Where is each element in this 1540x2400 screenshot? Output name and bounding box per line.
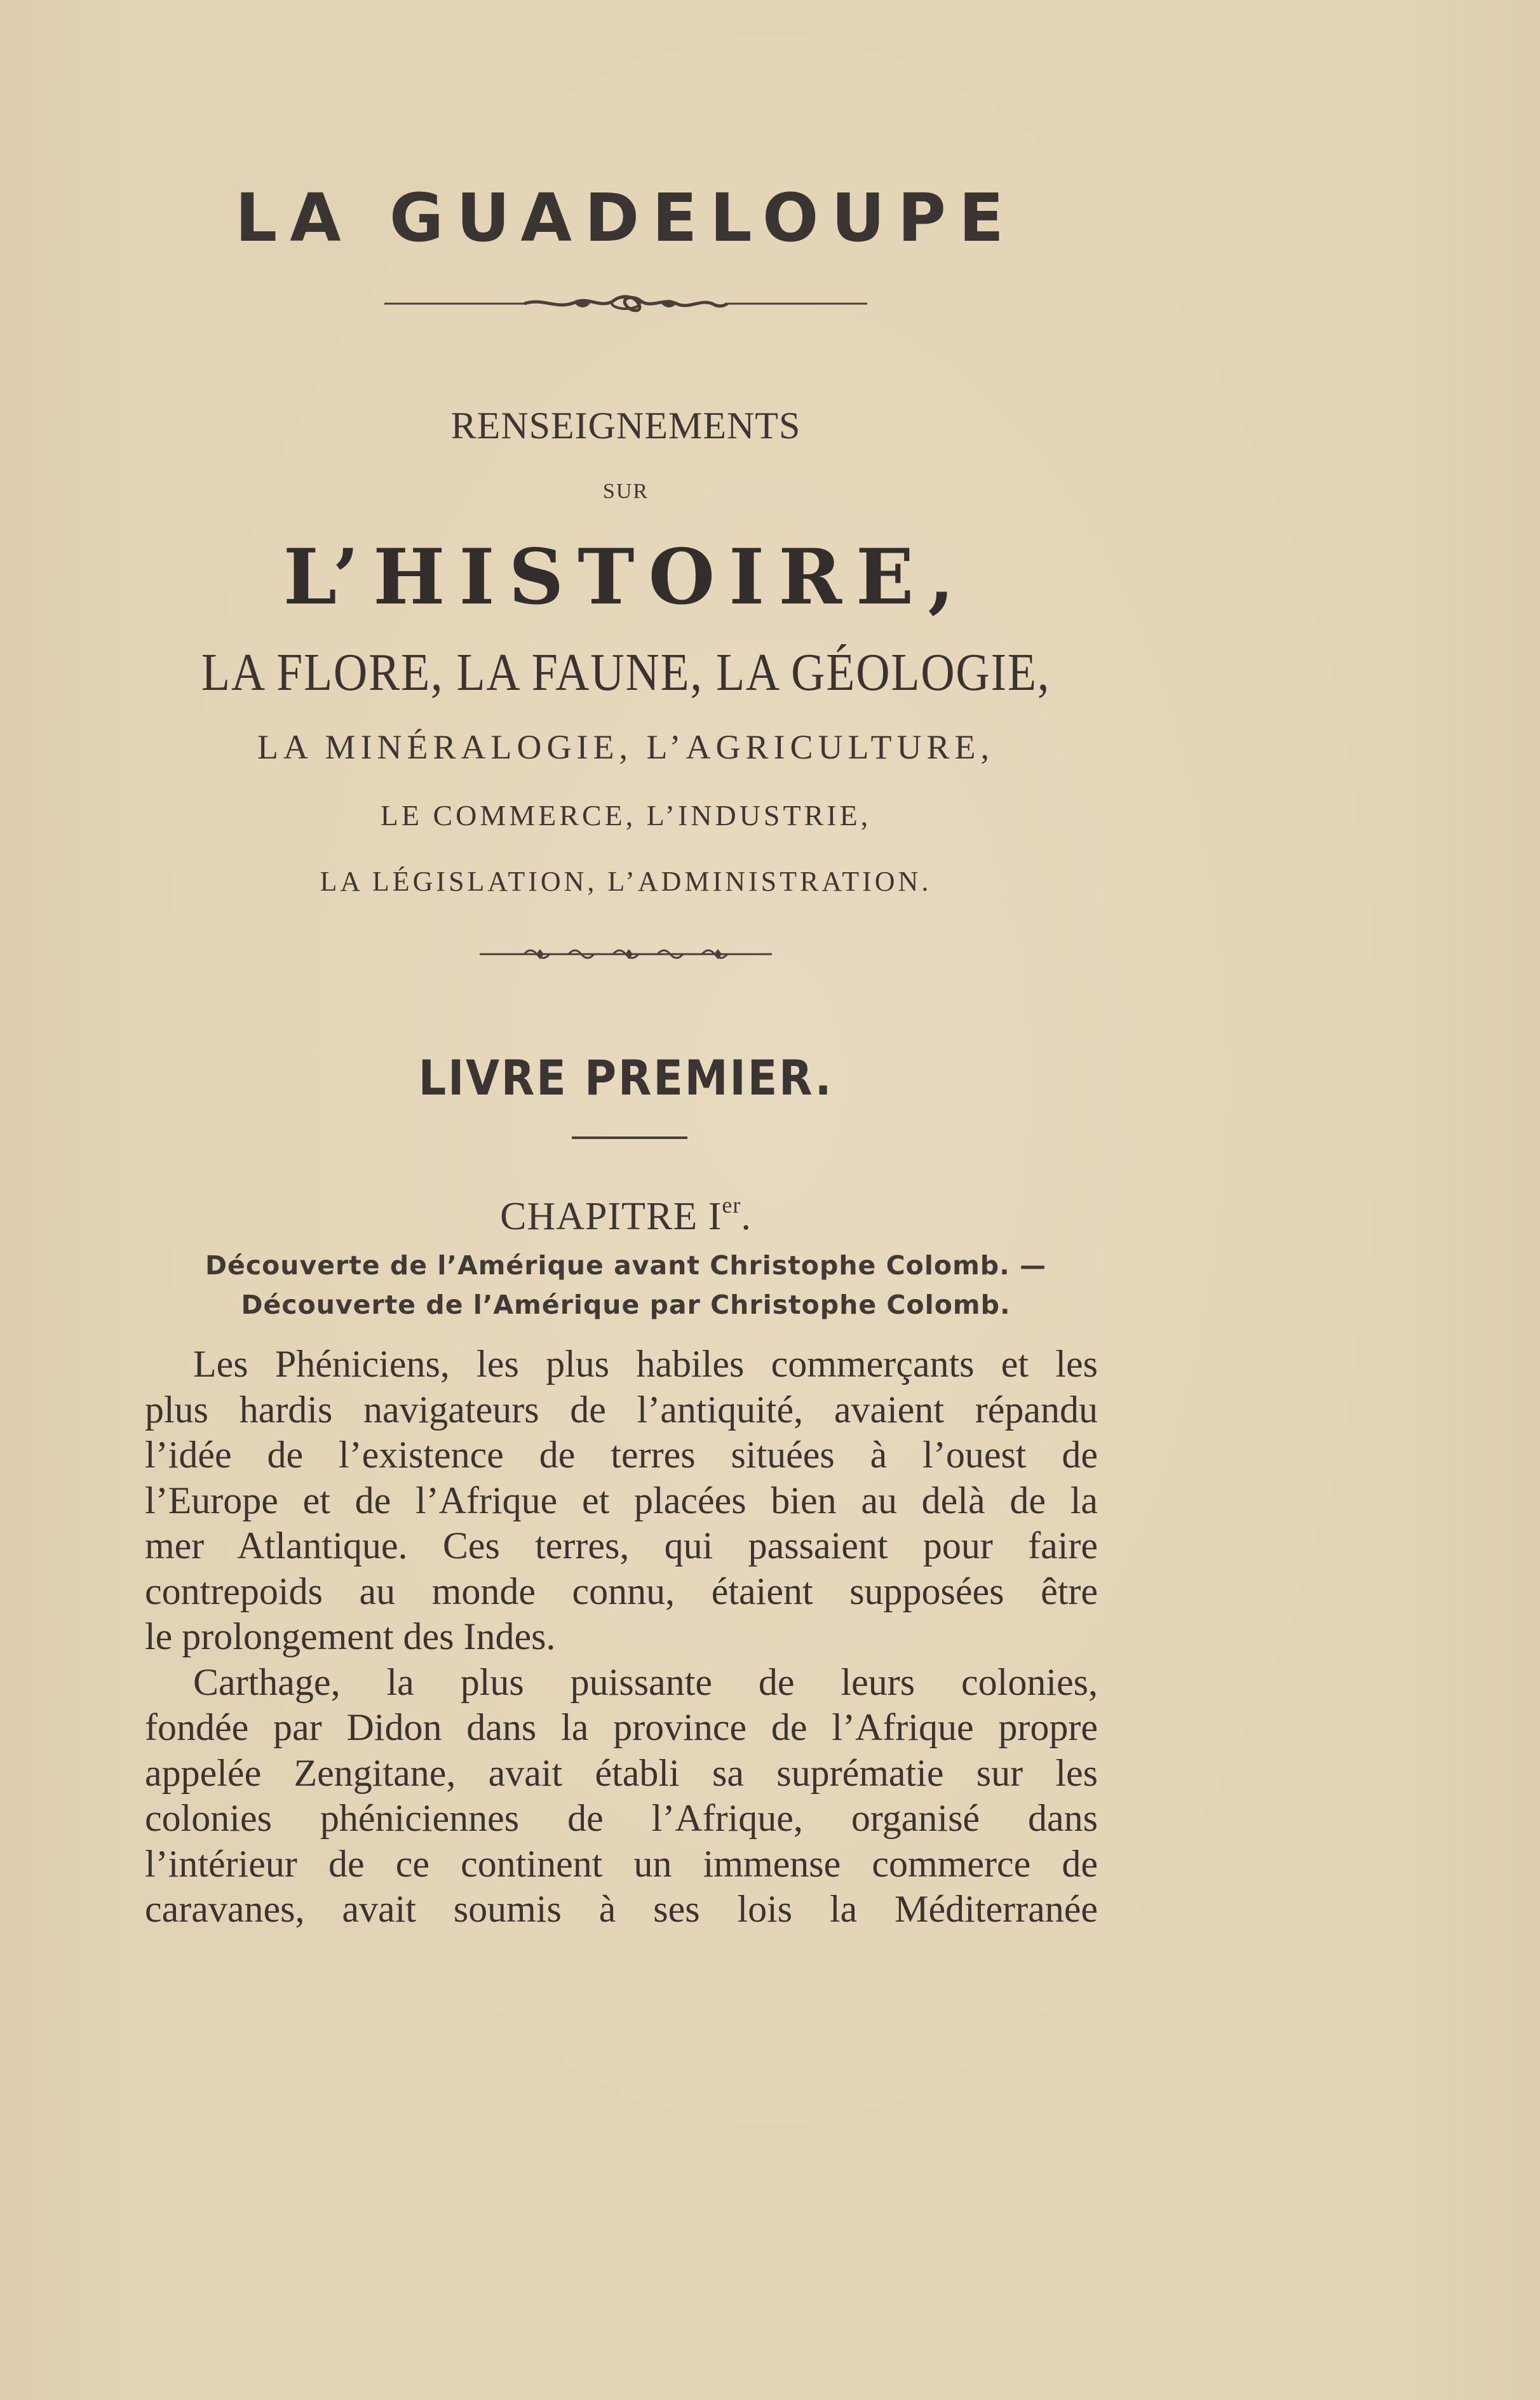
text-line: l’Europe et de l’Afrique et placées bien au delà de la — [145, 1479, 1098, 1521]
flourish-ornament-icon — [384, 291, 867, 316]
chapter-label: CHAPITRE I — [500, 1195, 722, 1238]
chapter-subtitle-2: Découverte de l’Amérique par Christophe Colomb. — [241, 1290, 1011, 1320]
paragraph-1 — [145, 1342, 1098, 1660]
chapter-period: . — [741, 1195, 752, 1238]
text-line: mer Atlantique. Ces terres, qui passaient pour faire — [145, 1525, 1098, 1567]
subtitle-sur: SUR — [602, 480, 649, 503]
text-line: l’intérieur de ce continent un immense commerce de — [145, 1842, 1098, 1885]
section-ornament — [0, 944, 1252, 967]
vine-ornament-icon — [480, 944, 772, 964]
chapter-heading — [0, 1192, 1252, 1239]
text-line: colonies phéniciennes de l’Afrique, organisé dans — [145, 1797, 1098, 1839]
text-line: Carthage, la plus puissante de leurs colonies, — [193, 1661, 1098, 1703]
text-line: caravanes, avait soumis à ses lois la Méditerranée — [145, 1888, 1098, 1930]
chapter-ordinal-suffix: er — [722, 1192, 741, 1218]
text-line: fondée par Didon dans la province de l’Afrique propre — [145, 1706, 1098, 1748]
text-line: le prolongement des Indes. — [145, 1615, 556, 1657]
text-line: Les Phéniciens, les plus habiles commerçants et les — [193, 1343, 1098, 1385]
subtitle-line-4: LA LÉGISLATION, L’ADMINISTRATION. — [320, 866, 932, 897]
subtitle-line-1: LA FLORE, LA FAUNE, LA GÉOLOGIE, — [201, 643, 1051, 702]
title-ornament — [0, 291, 1252, 319]
text-line: contrepoids au monde connu, étaient supposées être — [145, 1570, 1098, 1612]
text-line: appelée Zengitane, avait établi sa suprématie sur les — [145, 1751, 1098, 1794]
text-line: l’idée de l’existence de terres situées à l’ouest de — [145, 1434, 1098, 1476]
chapter-subtitle-1: Découverte de l’Amérique avant Christophe Colomb. — — [205, 1250, 1046, 1281]
divider-rule — [572, 1136, 687, 1139]
subtitle-main: L’HISTOIRE, — [283, 532, 969, 622]
subtitle-line-3: LE COMMERCE, L’INDUSTRIE, — [380, 799, 872, 832]
book-heading: LIVRE PREMIER. — [418, 1049, 834, 1106]
text-line: plus hardis navigateurs de l’antiquité, avaient répandu — [145, 1388, 1098, 1431]
subtitle-intro: RENSEIGNEMENTS — [450, 405, 801, 447]
body-text — [145, 1342, 1098, 1932]
paragraph-2 — [145, 1660, 1098, 1932]
main-title: LA GUADELOUPE — [234, 179, 1017, 257]
subtitle-line-2: LA MINÉRALOGIE, L’AGRICULTURE, — [257, 728, 994, 766]
